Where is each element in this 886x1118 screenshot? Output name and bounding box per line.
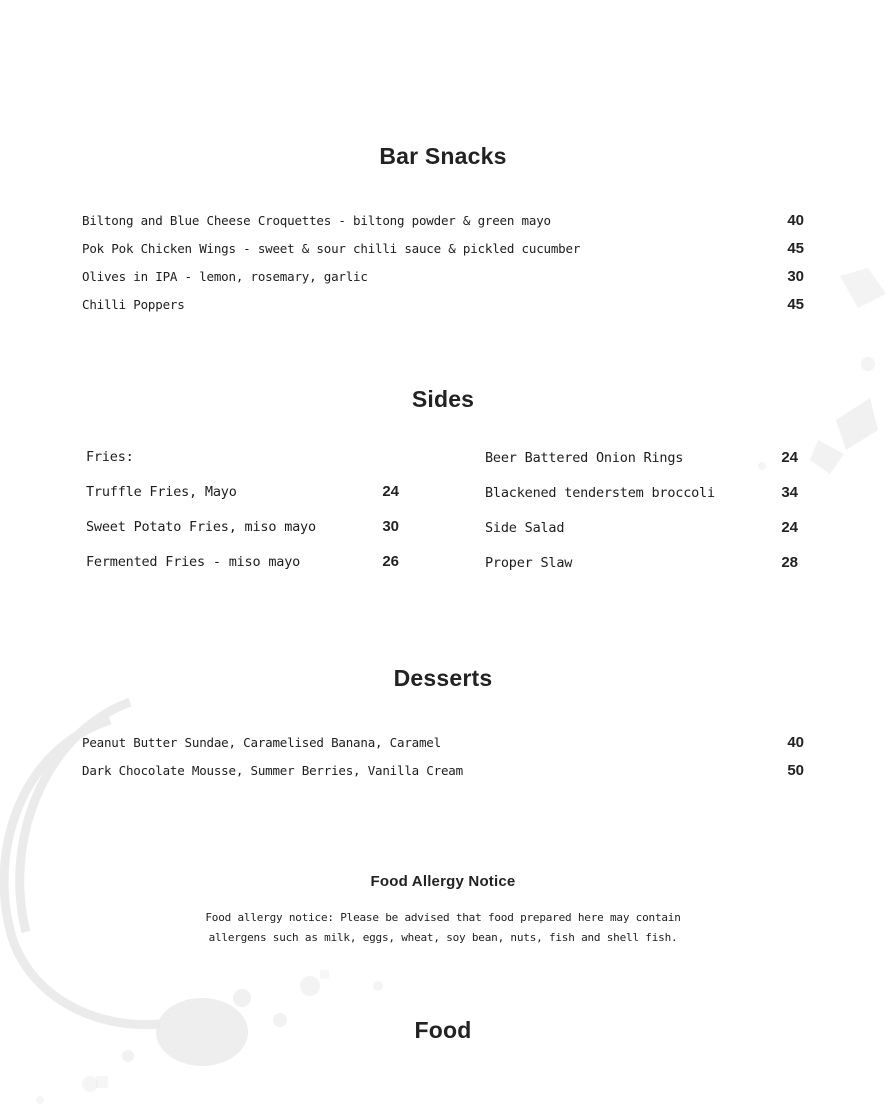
menu-item-price: 45 [787, 296, 804, 313]
menu-item [485, 449, 798, 484]
desserts-list [82, 692, 804, 790]
sides-column-left [78, 449, 427, 589]
sides-column-right [485, 449, 808, 589]
menu-item-name: Peanut Butter Sundae, Caramelised Banana, Caramel [82, 735, 441, 750]
menu-item [82, 240, 804, 268]
menu-item-name: Truffle Fries, Mayo [86, 484, 237, 500]
menu-item [485, 554, 798, 589]
menu-item-name: Olives in IPA - lemon, rosemary, garlic [82, 269, 368, 284]
menu-item-name: Fermented Fries - miso mayo [86, 554, 301, 570]
menu-item-name: Sweet Potato Fries, miso mayo [86, 519, 316, 535]
section-title-bar-snacks: Bar Snacks [379, 143, 507, 169]
menu-item [82, 296, 804, 324]
menu-item [86, 553, 399, 588]
menu-item-price: 26 [382, 553, 399, 570]
menu-item-price: 40 [787, 734, 804, 751]
menu-item-price: 24 [382, 483, 399, 500]
menu-item-name: Dark Chocolate Mousse, Summer Berries, Vanilla Cream [82, 763, 463, 778]
allergy-notice-line-1: Food allergy notice: Please be advised that food prepared here may contain [205, 911, 681, 924]
menu-item [485, 519, 798, 554]
menu-item [86, 483, 399, 518]
menu-item [82, 734, 804, 762]
menu-item-price: 24 [781, 449, 798, 466]
menu-item-price: 30 [787, 268, 804, 285]
menu-item-price: 50 [787, 762, 804, 779]
menu-item [82, 762, 804, 790]
section-title-food-allergy-notice: Food Allergy Notice [370, 873, 516, 890]
menu-item [82, 212, 804, 240]
allergy-notice-line-2: allergens such as milk, eggs, wheat, soy bean, nuts, fish and shell fish. [208, 931, 678, 945]
menu-item [82, 268, 804, 296]
menu-item-name: Beer Battered Onion Rings [485, 450, 684, 466]
allergy-notice-text [163, 908, 723, 949]
section-title-food: Food [414, 1016, 472, 1043]
menu-item-name: Proper Slaw [485, 555, 573, 571]
menu-item-price: 34 [781, 484, 798, 501]
bar-snacks-list [82, 170, 804, 324]
menu-item-price: 28 [781, 554, 798, 571]
menu-item-name: Fries: [86, 449, 134, 465]
menu-item-name: Biltong and Blue Cheese Croquettes - biltong powder & green mayo [82, 213, 551, 228]
menu-item [86, 449, 399, 483]
menu-item-name: Side Salad [485, 520, 565, 536]
menu-item [86, 518, 399, 553]
section-title-desserts: Desserts [393, 665, 493, 691]
menu-item-price: 45 [787, 240, 804, 257]
menu-item-price: 30 [382, 518, 399, 535]
menu-item-name: Pok Pok Chicken Wings - sweet & sour chilli sauce & pickled cucumber [82, 241, 581, 256]
sides-list [78, 413, 808, 589]
menu-item [485, 484, 798, 519]
menu-item-price: 24 [781, 519, 798, 536]
menu-item-name: Blackened tenderstem broccoli [485, 485, 715, 501]
section-title-sides: Sides [411, 386, 475, 412]
menu-item-name: Chilli Poppers [82, 297, 185, 312]
menu-item-price: 40 [787, 212, 804, 229]
